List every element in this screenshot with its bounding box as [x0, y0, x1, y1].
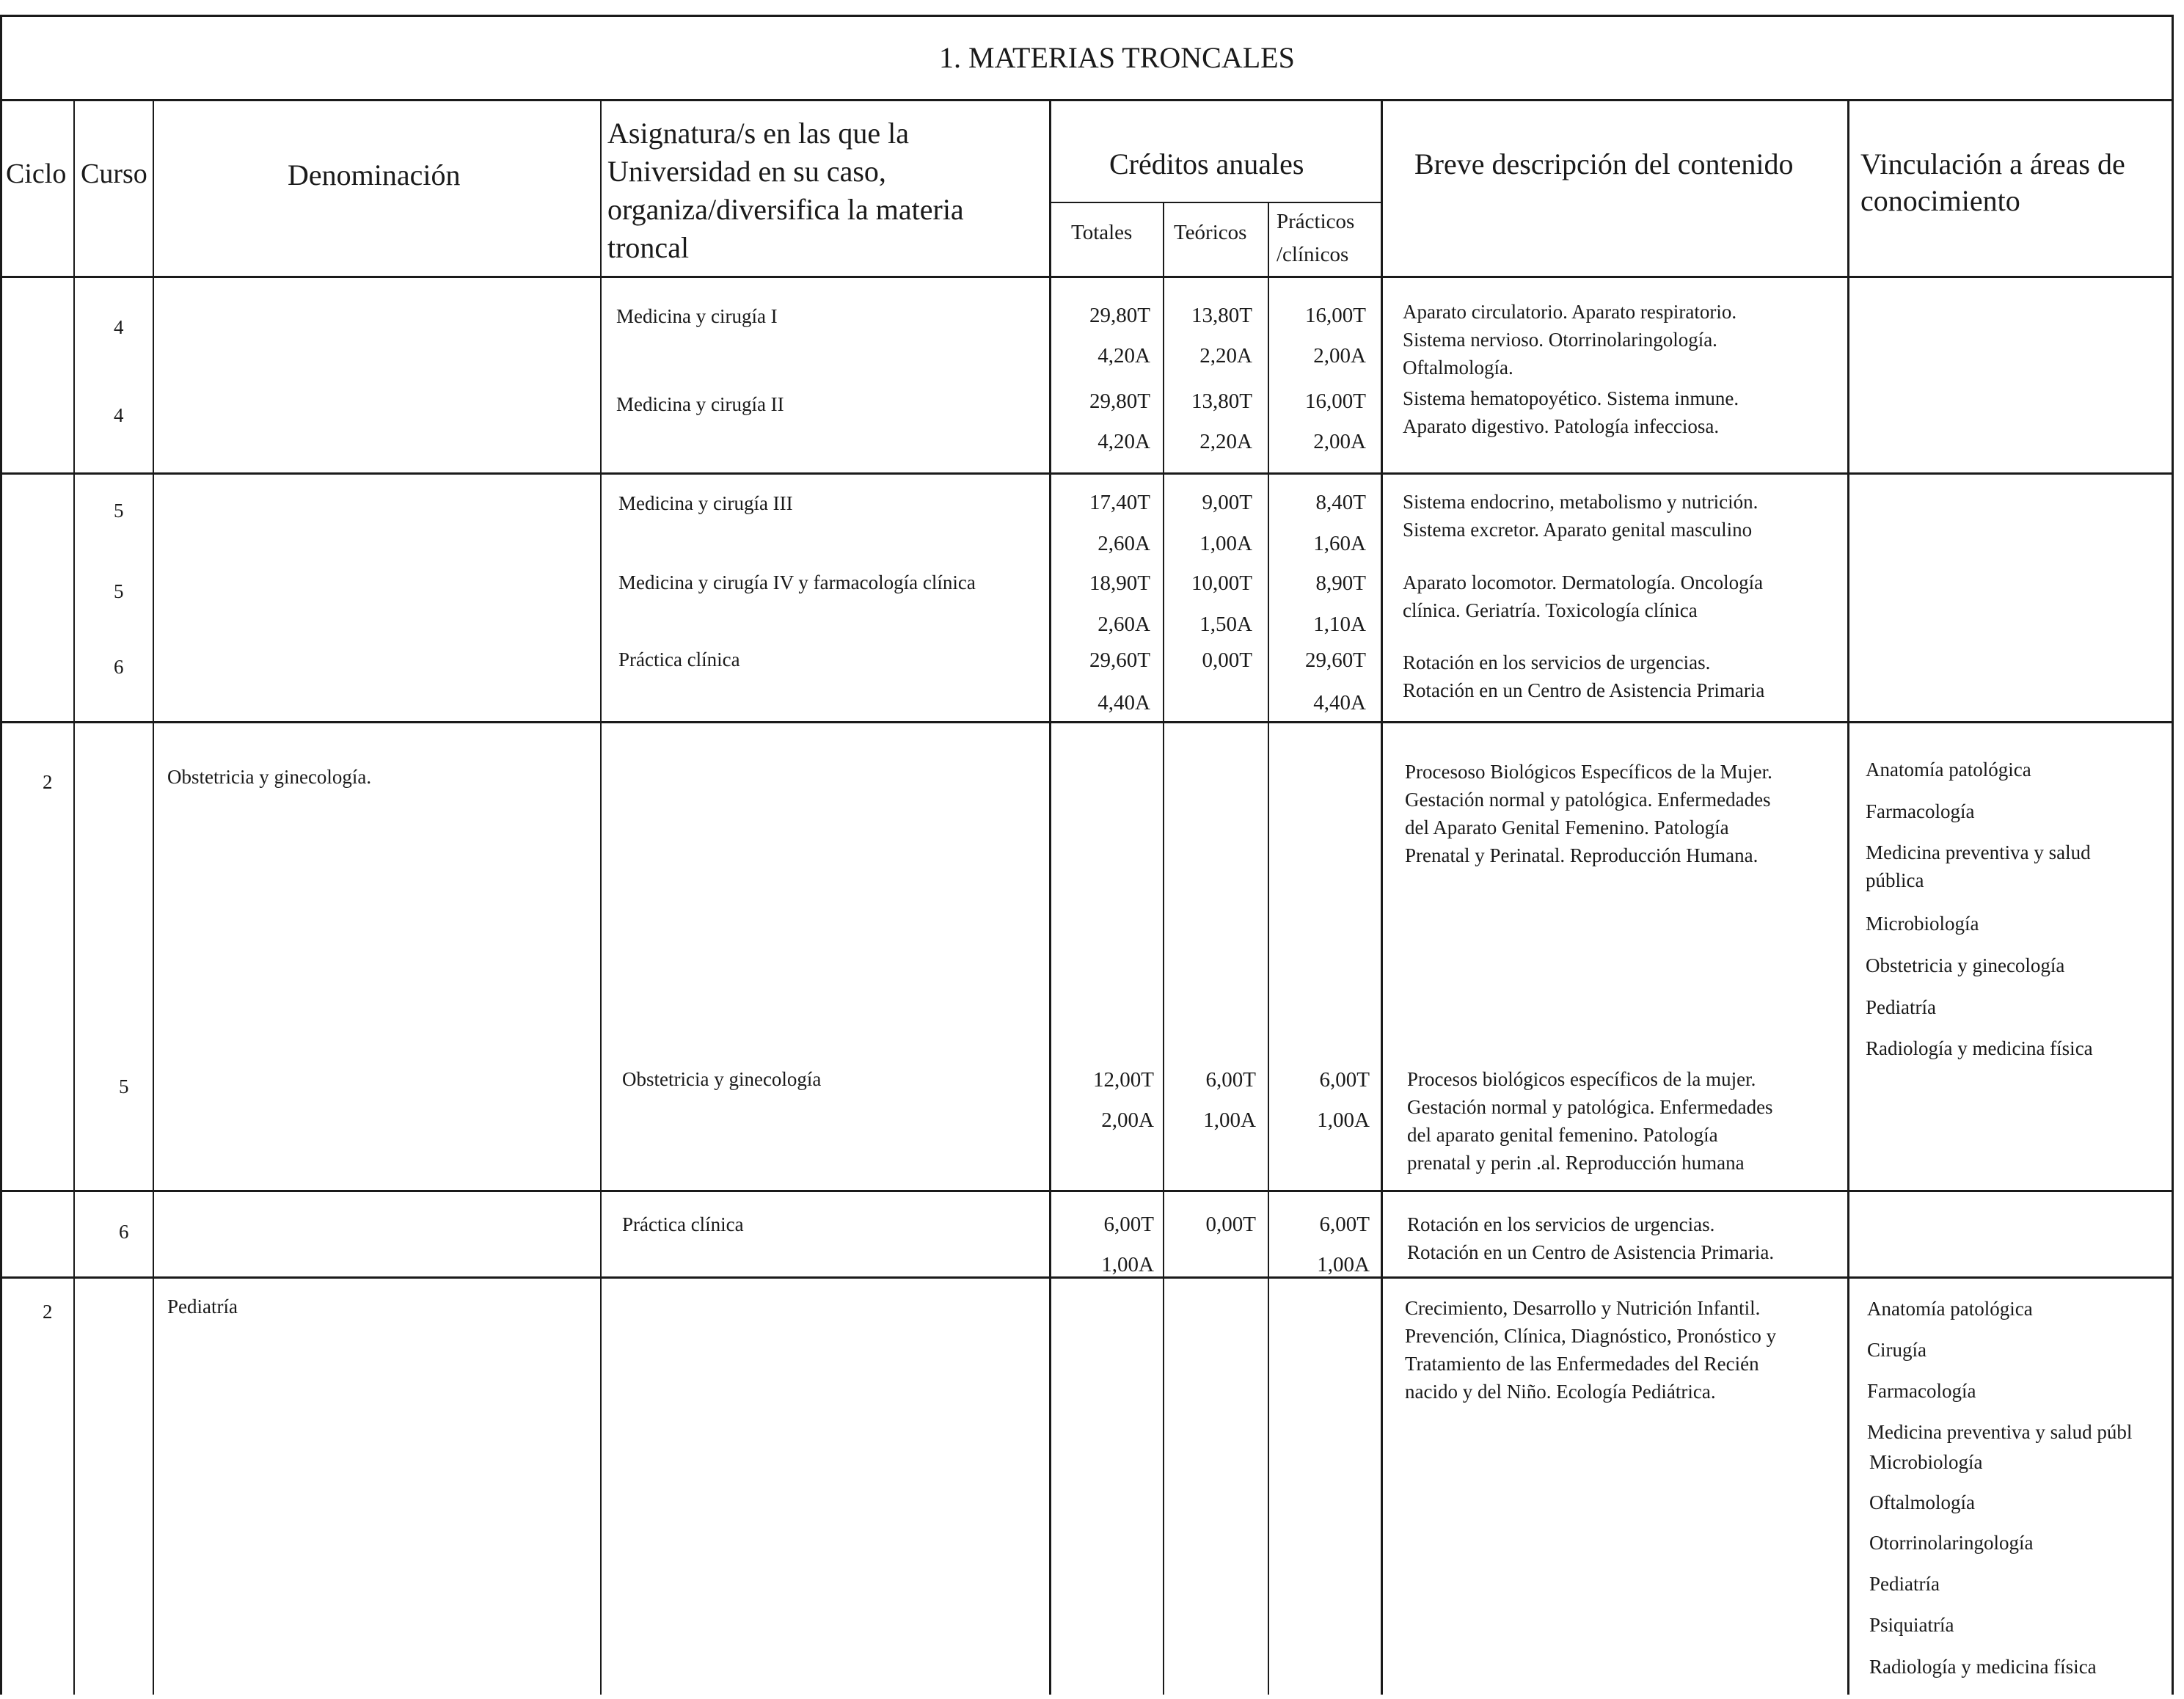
col-line-descripcion	[1847, 99, 1849, 1695]
practicos-a-cell: 2,00A	[1313, 430, 1366, 453]
header-asignatura-line-4: troncal	[607, 231, 690, 264]
col-line-practicos	[1381, 99, 1383, 1695]
descripcion-line: Crecimiento, Desarrollo y Nutrición Infantil.	[1405, 1297, 1761, 1319]
practicos-a-cell: 1,00A	[1317, 1108, 1370, 1132]
descripcion-line: Sistema hematopoyético. Sistema inmune.	[1403, 387, 1739, 409]
teoricos-t-cell: 0,00T	[1202, 648, 1252, 672]
descripcion-line: Rotación en un Centro de Asistencia Primaria.	[1407, 1241, 1775, 1263]
totales-a-cell: 1,00A	[1101, 1253, 1154, 1276]
teoricos-t-cell: 9,00T	[1202, 491, 1252, 514]
header-totales: Totales	[1071, 221, 1133, 244]
totales-a-cell: 2,60A	[1098, 532, 1150, 555]
area-item: Oftalmología	[1869, 1491, 1975, 1513]
totales-t-cell: 29,80T	[1089, 304, 1150, 327]
totales-t-cell: 18,90T	[1089, 571, 1150, 595]
descripcion-line: Rotación en un Centro de Asistencia Primaria	[1403, 679, 1765, 701]
totales-t-cell: 29,60T	[1089, 648, 1150, 672]
asignatura-cell: Medicina y cirugía IV y farmacología clínica	[618, 571, 976, 593]
col-line-curso	[153, 99, 154, 1695]
header-teoricos: Teóricos	[1174, 221, 1247, 244]
area-item: Cirugía	[1867, 1339, 1926, 1361]
teoricos-a-cell: 2,20A	[1199, 344, 1252, 368]
descripcion-line: Procesoso Biológicos Específicos de la Mujer.	[1405, 761, 1772, 783]
col-line-ciclo	[73, 99, 75, 1695]
descripcion-line: clínica. Geriatría. Toxicología clínica	[1403, 599, 1698, 621]
header-asignatura-line-2: Universidad en su caso,	[607, 155, 886, 188]
denominacion-cell: Pediatría	[167, 1296, 238, 1318]
practicos-t-cell: 8,40T	[1315, 491, 1366, 514]
credits-subhead-rule	[1051, 202, 1382, 203]
header-ciclo: Ciclo	[6, 158, 67, 189]
totales-a-cell: 4,40A	[1098, 691, 1150, 715]
practicos-t-cell: 8,90T	[1315, 571, 1366, 595]
practicos-t-cell: 29,60T	[1305, 648, 1366, 672]
table-title: 1. MATERIAS TRONCALES	[939, 41, 1295, 74]
descripcion-line: del Aparato Genital Femenino. Patología	[1405, 816, 1729, 838]
curso-cell: 4	[114, 316, 124, 338]
practicos-a-cell: 2,00A	[1313, 344, 1366, 368]
area-item: Anatomía patológica	[1867, 1298, 2033, 1320]
area-item: Microbiología	[1869, 1451, 1983, 1473]
descripcion-line: Gestación normal y patológica. Enfermedades	[1407, 1096, 1773, 1118]
descripcion-line: Aparato digestivo. Patología infecciosa.	[1403, 415, 1720, 437]
area-item: Psiquiatría	[1869, 1614, 1954, 1636]
header-creditos-anuales: Créditos anuales	[1109, 147, 1304, 180]
asignatura-cell: Práctica clínica	[618, 648, 740, 671]
teoricos-a-cell: 1,50A	[1199, 613, 1252, 636]
practicos-t-cell: 16,00T	[1305, 304, 1366, 327]
descripcion-line: Prevención, Clínica, Diagnóstico, Pronóstico y	[1405, 1325, 1777, 1347]
border-top	[0, 15, 2173, 17]
curso-cell: 5	[119, 1075, 129, 1097]
col-line-totales	[1163, 202, 1164, 1695]
area-item: Farmacología	[1867, 1380, 1976, 1402]
totales-a-cell: 4,20A	[1098, 344, 1150, 368]
teoricos-t-cell: 10,00T	[1191, 571, 1252, 595]
descripcion-line: prenatal y perin .al. Reproducción humana	[1407, 1152, 1745, 1174]
descripcion-line: Rotación en los servicios de urgencias.	[1403, 651, 1711, 673]
totales-t-cell: 6,00T	[1103, 1213, 1154, 1236]
col-line-teoricos	[1268, 202, 1269, 1695]
col-line-denominacion	[600, 99, 602, 1695]
asignatura-cell: Medicina y cirugía III	[618, 492, 793, 514]
area-item: Farmacología	[1866, 800, 1975, 822]
area-item: Radiología y medicina física	[1869, 1656, 2097, 1678]
practicos-a-cell: 4,40A	[1313, 691, 1366, 715]
descripcion-line: Sistema nervioso. Otorrinolaringología.	[1403, 329, 1717, 351]
curso-cell: 5	[114, 500, 124, 522]
row-separator	[0, 472, 2173, 475]
header-descripcion: Breve descripción del contenido	[1414, 147, 1794, 180]
area-item: Medicina preventiva y salud	[1866, 841, 2091, 863]
area-item: Obstetricia y ginecología	[1866, 954, 2065, 976]
teoricos-a-cell: 2,20A	[1199, 430, 1252, 453]
descripcion-line: Sistema excretor. Aparato genital masculino	[1403, 519, 1753, 541]
descripcion-line: Gestación normal y patológica. Enfermedades	[1405, 789, 1771, 811]
header-denominacion: Denominación	[288, 158, 461, 191]
header-vinculacion-line-2: conocimiento	[1860, 184, 2020, 217]
header-practicos-line-1: Prácticos	[1277, 210, 1355, 233]
practicos-t-cell: 6,00T	[1319, 1068, 1370, 1092]
header-asignatura-line-1: Asignatura/s en las que la	[607, 117, 909, 150]
denominacion-cell: Obstetricia y ginecología.	[167, 766, 372, 788]
practicos-a-cell: 1,10A	[1313, 613, 1366, 636]
totales-a-cell: 2,00A	[1101, 1108, 1154, 1132]
curso-cell: 4	[114, 404, 124, 426]
header-asignatura-line-3: organiza/diversifica la materia	[607, 193, 964, 226]
practicos-t-cell: 6,00T	[1319, 1213, 1370, 1236]
area-item: Otorrinolaringología	[1869, 1532, 2034, 1554]
totales-t-cell: 29,80T	[1089, 390, 1150, 413]
asignatura-cell: Obstetricia y ginecología	[622, 1068, 822, 1090]
teoricos-t-cell: 13,80T	[1191, 304, 1252, 327]
border-left	[0, 15, 2, 1695]
descripcion-line: Oftalmología.	[1403, 357, 1513, 379]
border-right	[2172, 15, 2174, 1695]
curso-cell: 6	[114, 656, 124, 678]
area-item: pública	[1866, 869, 1924, 891]
header-vinculacion-line-1: Vinculación a áreas de	[1860, 147, 2125, 180]
header-curso: Curso	[81, 158, 147, 189]
curso-cell: 6	[119, 1221, 129, 1243]
practicos-a-cell: 1,60A	[1313, 532, 1366, 555]
ciclo-cell: 2	[43, 1301, 53, 1323]
totales-t-cell: 12,00T	[1093, 1068, 1154, 1092]
area-item: Microbiología	[1866, 913, 1979, 935]
area-item: Anatomía patológica	[1866, 759, 2031, 781]
teoricos-t-cell: 13,80T	[1191, 390, 1252, 413]
practicos-t-cell: 16,00T	[1305, 390, 1366, 413]
col-line-asignatura	[1049, 99, 1051, 1695]
descripcion-line: Sistema endocrino, metabolismo y nutrición.	[1403, 491, 1758, 513]
area-item: Pediatría	[1869, 1573, 1940, 1595]
teoricos-a-cell: 1,00A	[1199, 532, 1252, 555]
descripcion-line: Aparato circulatorio. Aparato respiratorio.	[1403, 301, 1737, 323]
area-item: Radiología y medicina física	[1866, 1037, 2093, 1059]
totales-t-cell: 17,40T	[1089, 491, 1150, 514]
descripcion-line: Tratamiento de las Enfermedades del Recién	[1405, 1353, 1759, 1375]
descripcion-line: Aparato locomotor. Dermatología. Oncología	[1403, 571, 1764, 593]
teoricos-t-cell: 6,00T	[1205, 1068, 1256, 1092]
totales-a-cell: 2,60A	[1098, 613, 1150, 636]
area-item: Medicina preventiva y salud públ	[1867, 1421, 2133, 1443]
descripcion-line: Rotación en los servicios de urgencias.	[1407, 1213, 1715, 1235]
header-practicos-line-2: /clínicos	[1277, 243, 1349, 266]
area-item: Pediatría	[1866, 996, 1936, 1018]
curso-cell: 5	[114, 580, 124, 602]
asignatura-cell: Medicina y cirugía II	[616, 393, 784, 415]
teoricos-a-cell: 1,00A	[1203, 1108, 1256, 1132]
practicos-a-cell: 1,00A	[1317, 1253, 1370, 1276]
descripcion-line: del aparato genital femenino. Patología	[1407, 1124, 1718, 1146]
row-separator	[0, 1190, 2173, 1192]
asignatura-cell: Práctica clínica	[622, 1213, 744, 1235]
totales-a-cell: 4,20A	[1098, 430, 1150, 453]
teoricos-t-cell: 0,00T	[1205, 1213, 1256, 1236]
descripcion-line: Procesos biológicos específicos de la mujer.	[1407, 1068, 1756, 1090]
row-separator	[0, 721, 2173, 723]
ciclo-cell: 2	[43, 771, 53, 793]
asignatura-cell: Medicina y cirugía I	[616, 305, 778, 327]
descripcion-line: Prenatal y Perinatal. Reproducción Humana.	[1405, 844, 1758, 866]
descripcion-line: nacido y del Niño. Ecología Pediátrica.	[1405, 1381, 1716, 1403]
